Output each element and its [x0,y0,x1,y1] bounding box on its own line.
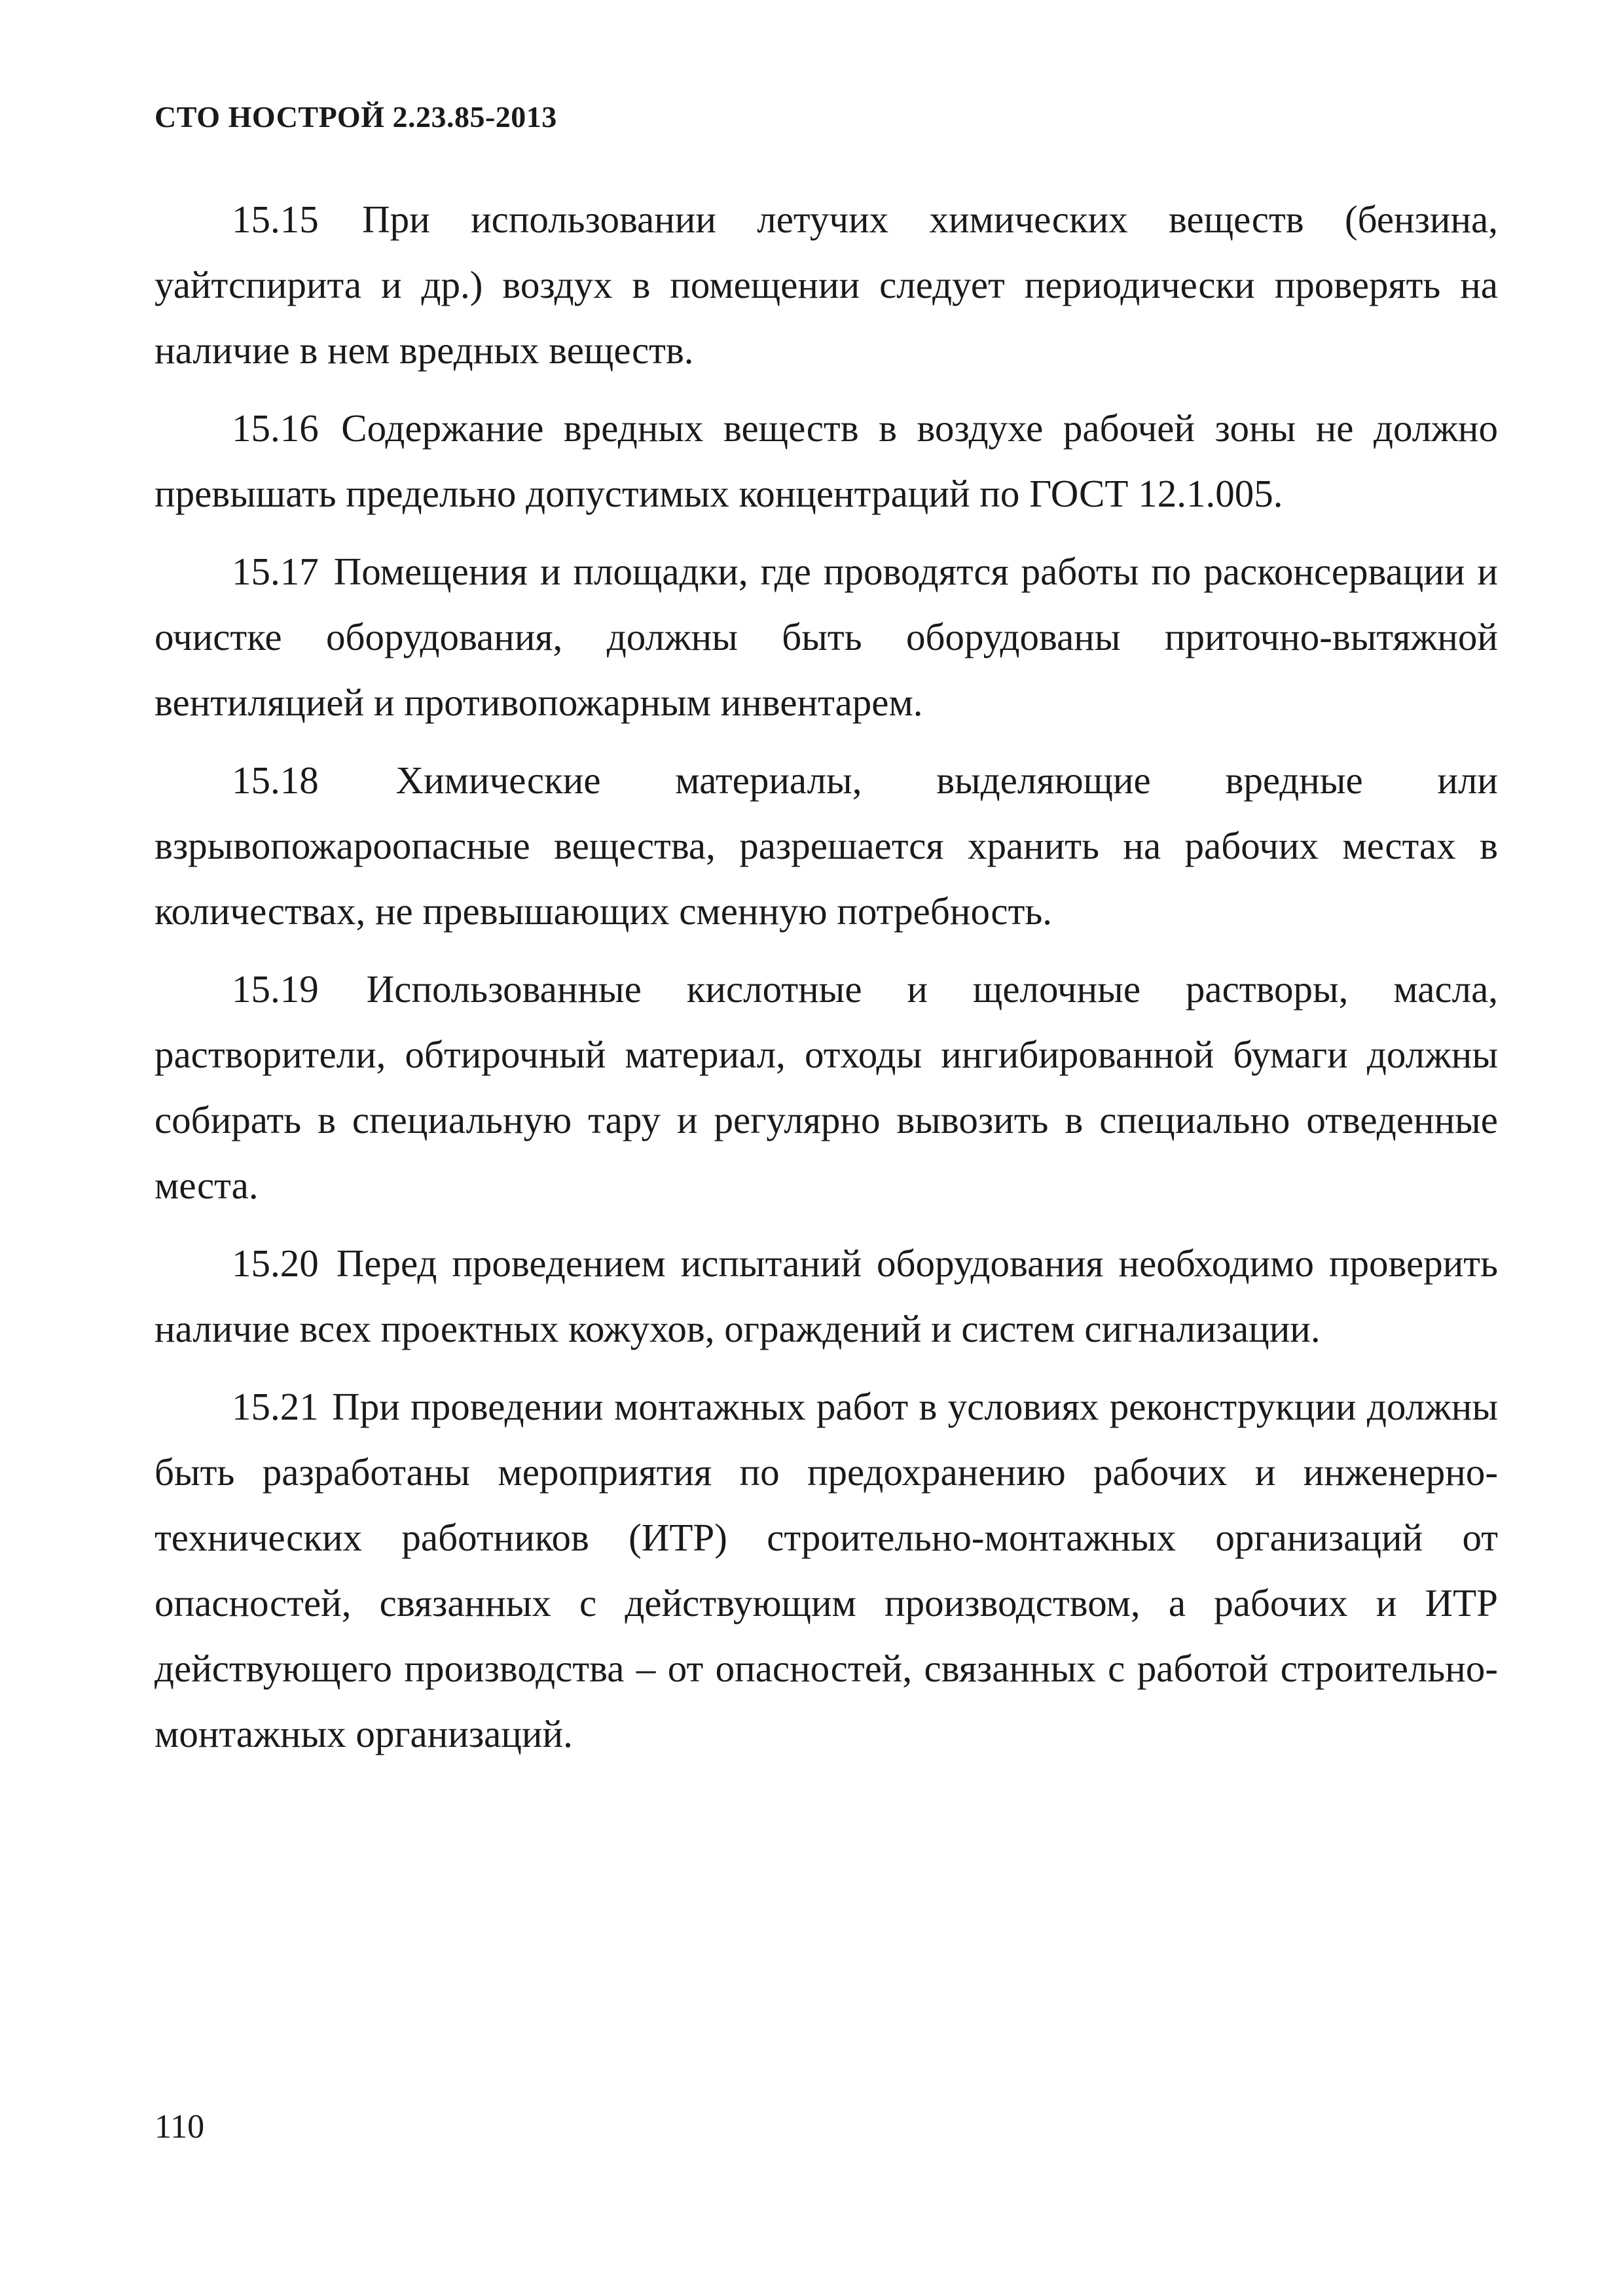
paragraph-15-15 [155,187,1498,383]
paragraph-text: Химические материалы, выделяющие вредные или взрывопожароопасные вещества, разрешается хранить на рабочих местах в количествах, не превышающих сменную потребность. [155,759,1499,933]
document-body [155,187,1498,1779]
paragraph-number: 15.21 [232,1385,319,1428]
paragraph-number: 15.19 [232,967,319,1011]
paragraph-text: Помещения и площадки, где проводятся работы по расконсервации и очистке оборудования, должны быть оборудованы приточно-вытяжной вентиляцией и противопожарным инвентарем. [155,550,1499,724]
paragraph-15-20 [155,1230,1498,1361]
paragraph-15-19 [155,956,1498,1218]
paragraph-text: Перед проведением испытаний оборудования необходимо проверить наличие всех проектных кожухов, ограждений и систем сигнализации. [155,1242,1498,1350]
paragraph-text: Использованные кислотные и щелочные растворы, масла, растворители, обтирочный материал, отходы ингибированной бумаги должны собирать в специальную тару и регулярно вывозить в специально отведенные места. [155,967,1499,1207]
paragraph-text: При проведении монтажных работ в условиях реконструкции должны быть разработаны мероприятия по предохранению рабочих и инженерно-технических работников (ИТР) строительно-монтажных организаций от опасностей, связанных с действующим производством, а рабочих и ИТР действующего производства – от опасностей, связанных с работой строительно-монтажных организаций. [155,1385,1499,1755]
paragraph-15-17 [155,539,1498,735]
page-number: 110 [155,2108,205,2145]
paragraph-15-18 [155,747,1498,944]
paragraph-text: Содержание вредных веществ в воздухе рабочей зоны не должно превышать предельно допустимых концентраций по ГОСТ 12.1.005. [155,406,1498,515]
paragraph-number: 15.15 [232,198,319,241]
paragraph-text: При использовании летучих химических веществ (бензина, уайтспирита и др.) воздух в помещении следует периодически проверять на наличие в нем вредных веществ. [155,198,1498,372]
paragraph-number: 15.18 [232,759,319,802]
paragraph-number: 15.17 [232,550,319,593]
paragraph-15-16 [155,395,1498,526]
paragraph-number: 15.16 [232,406,319,450]
page-header: СТО НОСТРОЙ 2.23.85-2013 [155,100,557,134]
paragraph-number: 15.20 [232,1242,319,1285]
paragraph-15-21 [155,1374,1498,1767]
